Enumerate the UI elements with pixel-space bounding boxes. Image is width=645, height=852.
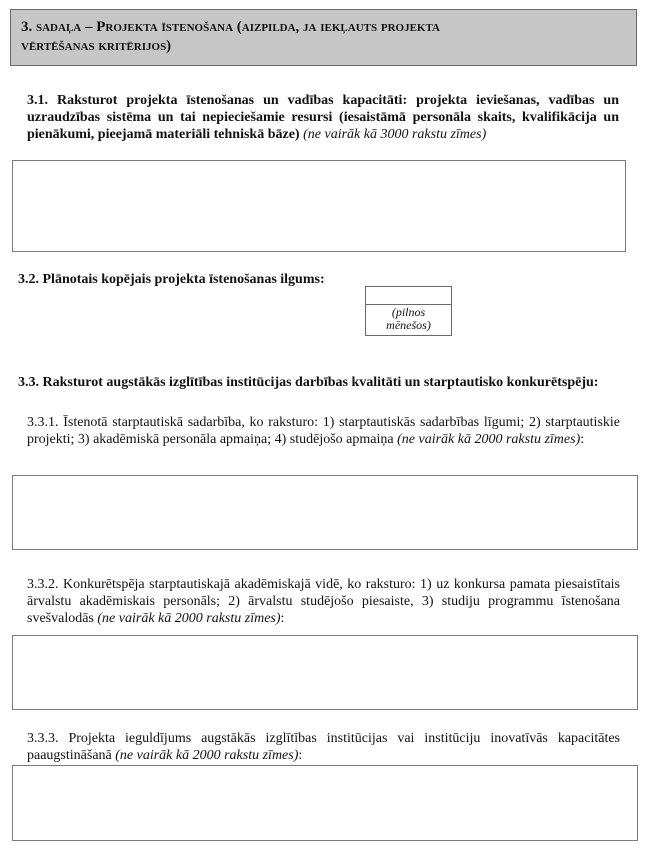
answer-box-3-3-1[interactable]: [12, 475, 638, 550]
question-3-2: [18, 271, 338, 288]
section-title-text: sadaļa – Projekta īstenošana (aizpilda, ja iekļauts projekta: [36, 19, 440, 35]
question-3-3-3-limit: (ne vairāk kā 2000 rakstu zīmes): [115, 748, 299, 763]
section-title-line1: [21, 18, 626, 37]
question-3-3-3-label: 3.3.3. Projekta ieguldījums augstākās izglītības institūcijas vai institūciju inovatīvās kapacitātes paaugstināšanā: [27, 731, 620, 763]
question-3-3-label: 3.3. Raksturot augstākās izglītības institūcijas darbības kvalitāti un starptautisko konkurētspēju:: [18, 375, 599, 390]
duration-unit-line1: (pilnos: [391, 305, 426, 319]
question-3-3: [18, 374, 620, 391]
duration-months-unit: [366, 306, 451, 332]
question-3-3-3: [27, 730, 620, 764]
duration-months-input[interactable]: [366, 287, 451, 305]
question-3-3-2-suffix: :: [280, 611, 285, 626]
answer-box-3-1[interactable]: [12, 160, 626, 252]
question-3-3-1-label: 3.3.1. Īstenotā starptautiskā sadarbība, ko raksturo: 1) starptautiskās sadarbības līgumi; 2) starptautiskie projekti; 3) akadēmiskā personāla apmaiņa; 4) studējošo apmaiņa: [27, 415, 620, 447]
duration-months-box: [365, 286, 452, 336]
question-3-1-limit: (ne vairāk kā 3000 rakstu zīmes): [303, 127, 487, 142]
duration-unit-line2: mēnešos): [386, 318, 431, 332]
question-3-3-2: [27, 576, 620, 627]
question-3-3-3-suffix: :: [298, 748, 303, 763]
question-3-1: [27, 92, 619, 143]
answer-box-3-3-2[interactable]: [12, 635, 638, 710]
question-3-3-2-limit: (ne vairāk kā 2000 rakstu zīmes): [97, 611, 281, 626]
question-3-3-2-label: 3.3.2. Konkurētspēja starptautiskajā akadēmiskajā vidē, ko raksturo: 1) uz konkursa pamata piesaistītais ārvalstu akadēmiskais personāls; 2) ārvalstu studējošo piesaiste, 3) studiju programmu īstenošana svešvalodās: [27, 577, 620, 626]
section-title-line2: vērtēšanas kritērijos): [21, 38, 172, 54]
question-3-1-label: 3.1. Raksturot projekta īstenošanas un vadības kapacitāti: projekta ieviešanas, vadības un uzraudzības sistēma un tai nepieciešamie resursi (iesaistāmā personāla skaits, kvalifikācija un pienākumi, pieejamā materiāli tehniskā bāze): [27, 93, 619, 142]
section-header: [10, 9, 637, 66]
question-3-3-1-limit: (ne vairāk kā 2000 rakstu zīmes): [397, 432, 581, 447]
answer-box-3-3-3[interactable]: [12, 765, 638, 841]
question-3-3-1: [27, 414, 620, 448]
question-3-3-1-suffix: :: [580, 432, 585, 447]
question-3-2-label: 3.2. Plānotais kopējais projekta īstenošanas ilgums:: [18, 272, 325, 287]
section-number: 3.: [21, 19, 33, 35]
